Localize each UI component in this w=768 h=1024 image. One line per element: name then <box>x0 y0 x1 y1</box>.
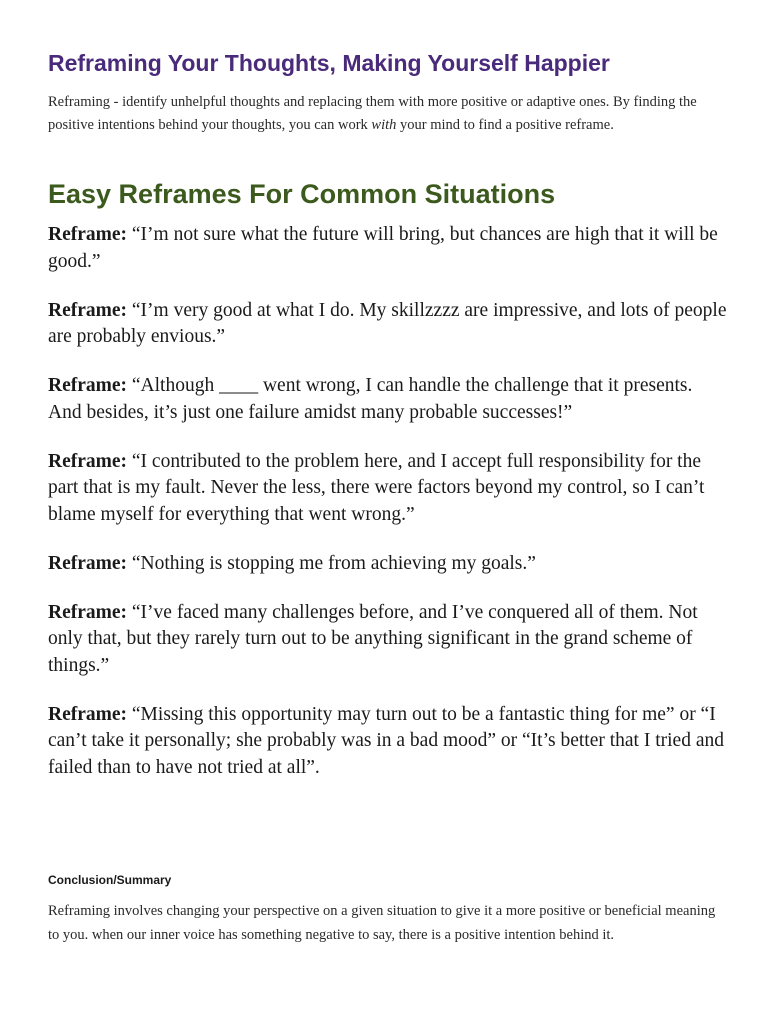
intro-text-end: your mind to find a positive reframe. <box>396 117 614 133</box>
reframe-label: Reframe: <box>48 299 128 321</box>
reframe-label: Reframe: <box>48 601 128 623</box>
page-title: Reframing Your Thoughts, Making Yourself Happier <box>48 50 610 76</box>
intro-paragraph <box>48 91 728 137</box>
reframe-label: Reframe: <box>48 450 128 472</box>
reframe-item <box>48 222 728 275</box>
reframe-text: “I contributed to the problem here, and I accept full responsibility for the part that is my fault. Never the less, there were factors beyond my control, so I can’t blame myself for everything that went wrong.” <box>48 450 705 525</box>
reframe-item <box>48 373 728 426</box>
reframe-item <box>48 298 728 351</box>
reframe-label: Reframe: <box>48 375 128 396</box>
reframe-label: Reframe: <box>48 552 128 574</box>
conclusion-paragraph: Reframing involves changing your perspective on a given situation to give it a more positive or beneficial meaning to you. when our inner voice has something negative to say, there is a positive intention behind it. <box>48 903 716 943</box>
reframe-item <box>48 600 728 680</box>
reframe-list <box>48 222 728 804</box>
reframe-text: “Nothing is stopping me from achieving my goals.” <box>127 552 536 574</box>
reframe-label: Reframe: <box>48 703 128 725</box>
reframe-text: “Although ____ went wrong, I can handle the challenge that it presents. And besides, it’s just one failure amidst many probable successes!” <box>48 375 693 423</box>
intro-emphasis: with <box>371 117 397 133</box>
reframe-text: “I’ve faced many challenges before, and I’ve conquered all of them. Not only that, but they rarely turn out to be anything significant in the grand scheme of things.” <box>48 601 698 676</box>
intro-text-start: Reframing - identify unhelpful thoughts and replacing them with more positive or adaptive ones. By finding the positive intentions behind your thoughts, you can work <box>48 94 697 133</box>
reframe-text: “Missing this opportunity may turn out to be a fantastic thing for me” or “I can’t take it personally; she probably was in a bad mood” or “It’s better that I tried and failed than to have not tried at all”. <box>48 703 724 778</box>
reframe-item <box>48 551 728 578</box>
conclusion-heading: Conclusion/Summary <box>48 873 172 887</box>
reframe-label: Reframe: <box>48 224 128 245</box>
reframe-text: “I’m not sure what the future will bring, but chances are high that it will be good.” <box>48 224 718 272</box>
reframe-text: “I’m very good at what I do. My skillzzzz are impressive, and lots of people are probably envious.” <box>48 299 727 347</box>
reframe-item <box>48 702 728 782</box>
section-heading: Easy Reframes For Common Situations <box>48 179 556 209</box>
reframe-item <box>48 449 728 529</box>
